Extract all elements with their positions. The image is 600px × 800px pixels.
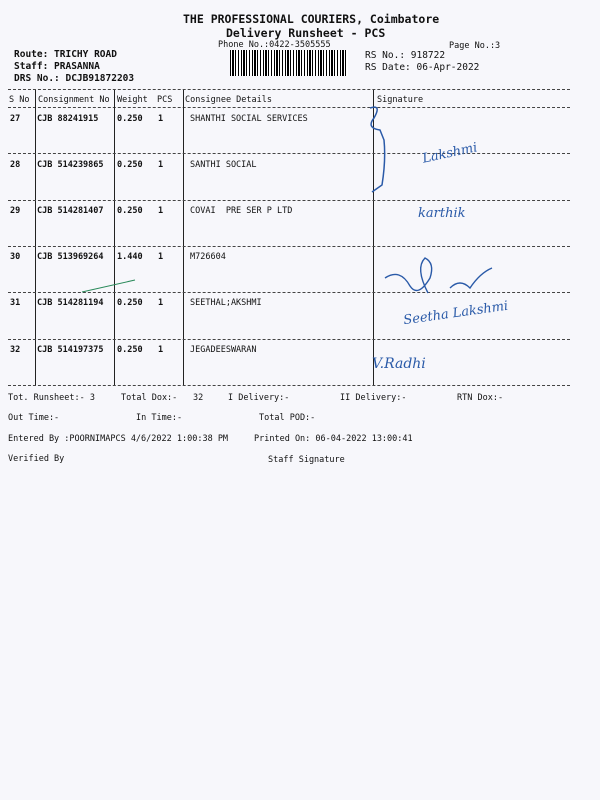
row-consignment: CJB 514197375 <box>37 345 104 355</box>
row-pcs: 1 <box>158 252 164 262</box>
row-weight: 1.440 <box>117 252 143 262</box>
col-pcs-header: PCS <box>157 95 173 105</box>
col-sno-header: S No <box>9 95 30 105</box>
row-weight: 0.250 <box>117 114 143 124</box>
col-consignment-header: Consignment No <box>38 95 110 105</box>
rs-date: RS Date: 06-Apr-2022 <box>365 62 480 73</box>
i-delivery: I Delivery:- <box>228 393 290 403</box>
divider <box>8 385 570 386</box>
row-consignment: CJB 514281194 <box>37 298 104 308</box>
row-weight: 0.250 <box>117 298 143 308</box>
company-name: THE PROFESSIONAL COURIERS, Coimbatore <box>183 12 440 26</box>
row-weight: 0.250 <box>117 206 143 216</box>
row-weight: 0.250 <box>117 160 143 170</box>
row-sno: 30 <box>10 252 21 262</box>
row-consignee: COVAI PRE SER P LTD <box>190 206 293 216</box>
divider <box>8 107 570 108</box>
pen-stroke <box>80 276 140 296</box>
row-sno: 29 <box>10 206 21 216</box>
in-time: In Time:- <box>136 413 183 423</box>
divider <box>8 200 570 201</box>
divider <box>8 339 570 340</box>
rs-number: RS No.: 918722 <box>365 50 446 61</box>
page-number: Page No.:3 <box>449 41 501 51</box>
row-sno: 32 <box>10 345 21 355</box>
row-weight: 0.250 <box>117 345 143 355</box>
signature-scribble <box>360 100 400 200</box>
phone-number: Phone No.:0422-3505555 <box>218 40 331 50</box>
total-runsheet: Tot. Runsheet:- 3 <box>8 393 95 403</box>
row-consignment: CJB 514281407 <box>37 206 104 216</box>
row-pcs: 1 <box>158 114 164 124</box>
out-time: Out Time:- <box>8 413 60 423</box>
total-pod: Total POD:- <box>259 413 316 423</box>
route: Route: TRICHY ROAD <box>14 49 117 60</box>
divider <box>8 246 570 247</box>
column-line <box>183 90 184 386</box>
row-sno: 27 <box>10 114 21 124</box>
signature-v-radhi: V.Radhi <box>372 356 426 372</box>
divider <box>8 89 570 90</box>
row-consignee: M726604 <box>190 252 226 262</box>
printed-on: Printed On: 06-04-2022 13:00:41 <box>254 434 413 444</box>
ii-delivery: II Delivery:- <box>340 393 407 403</box>
row-sno: 28 <box>10 160 21 170</box>
column-line <box>114 90 115 386</box>
row-consignment: CJB 514239865 <box>37 160 104 170</box>
row-consignee: SANTHI SOCIAL <box>190 160 257 170</box>
drs-number: DRS No.: DCJB91872203 <box>14 73 135 84</box>
row-sno: 31 <box>10 298 21 308</box>
signature-lakshmi: Lakshmi <box>421 140 479 167</box>
signature-seetha-lakshmi: Seetha Lakshmi <box>402 298 510 329</box>
staff-signature: Staff Signature <box>268 455 345 465</box>
col-consignee-header: Consignee Details <box>185 95 272 105</box>
col-signature-header: Signature <box>377 95 424 105</box>
col-weight-header: Weight <box>117 95 148 105</box>
signature-scribble <box>380 248 500 308</box>
column-line <box>35 90 36 386</box>
divider <box>8 153 570 154</box>
barcode <box>230 50 348 76</box>
row-consignee: JEGADEESWARAN <box>190 345 257 355</box>
total-dox-label: Total Dox:- <box>121 393 178 403</box>
staff: Staff: PRASANNA <box>14 61 100 72</box>
entered-by: Entered By :POORNIMAPCS 4/6/2022 1:00:38 PM <box>8 434 229 444</box>
signature-karthik: karthik <box>418 206 466 221</box>
row-consignee: SHANTHI SOCIAL SERVICES <box>190 114 308 124</box>
row-pcs: 1 <box>158 298 164 308</box>
row-consignment: CJB 88241915 <box>37 114 99 124</box>
row-pcs: 1 <box>158 206 164 216</box>
rtn-dox: RTN Dox:- <box>457 393 504 403</box>
row-pcs: 1 <box>158 345 164 355</box>
total-dox-value: 32 <box>193 393 204 403</box>
document-title: Delivery Runsheet - PCS <box>226 26 386 40</box>
row-consignee: SEETHAL;AKSHMI <box>190 298 262 308</box>
verified-by: Verified By <box>8 454 65 464</box>
row-consignment: CJB 513969264 <box>37 252 104 262</box>
row-pcs: 1 <box>158 160 164 170</box>
